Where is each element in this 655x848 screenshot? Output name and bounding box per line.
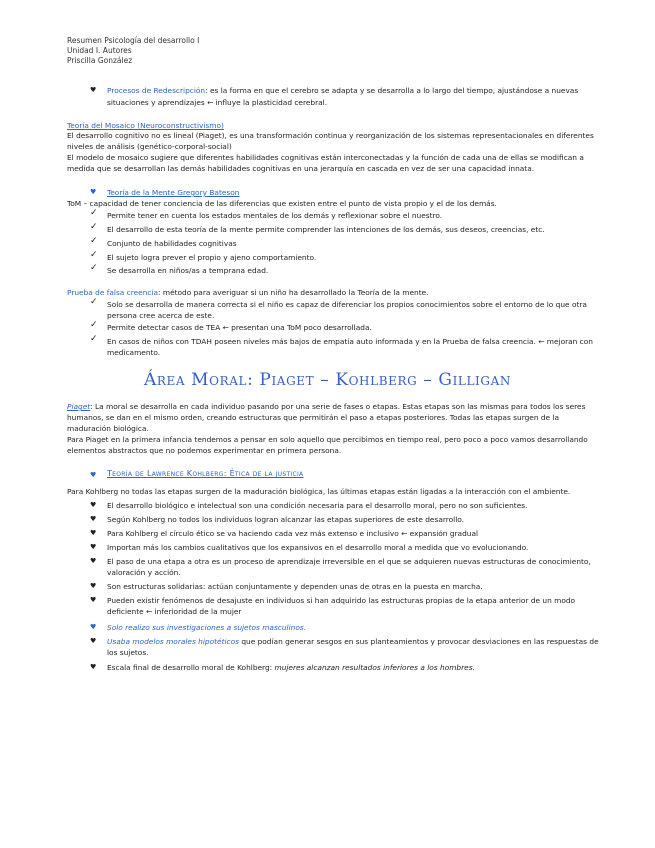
kohlberg-final-a: Escala final de desarrollo moral de Kohlberg:: [107, 663, 275, 672]
bullet-icon: ♥: [90, 471, 97, 479]
kohlberg-item-l2: valoración y acción.: [107, 568, 181, 577]
check-icon: ✓: [90, 263, 98, 273]
kohlberg-heading: Teoría de Lawrence Kohlberg: Ética de la justicia: [107, 469, 304, 478]
redescripcion-line2: situaciones y aprendizajes ← influye la plasticidad cerebral.: [107, 98, 328, 107]
mosaico-heading: Teoría del Mosaico (Neuroconstructivismo): [67, 121, 224, 130]
kohlberg-final-b: mujeres alcanzan resultados inferiores a los hombres.: [274, 663, 475, 672]
kohlberg-item: Para Kohlberg el círculo ético se va haciendo cada vez más extenso e inclusivo ← expansión gradual: [107, 529, 479, 538]
falsa-item-l1: En casos de niños con TDAH poseen niveles más bajos de empatía auto informada y en la Prueba de falsa creencia. ← mejoran con: [107, 337, 593, 346]
kohlberg-item: El desarrollo biológico e intelectual son una condición necesaria para el desarrollo moral, pero no son suficientes.: [107, 501, 528, 510]
piaget-line2: humanos, se dan en el mismo orden, creando estructuras que permitirán el paso a etapas posteriores. Todas las etapas surgen de la: [67, 413, 560, 422]
bullet-icon: ♥: [90, 86, 97, 94]
falsa-item-l1: Solo se desarrolla de manera correcta si el niño es capaz de diferenciar los propios conocimientos sobre el entorno de lo que otra: [107, 300, 587, 309]
bullet-icon: ♥: [90, 663, 97, 671]
redescripcion-line1: [107, 85, 578, 96]
check-icon: ✓: [90, 236, 98, 246]
mosaico-p2: niveles de análisis (genético-corporal-social): [67, 142, 232, 151]
header-author: Priscilla González: [67, 56, 133, 65]
check-icon: ✓: [90, 334, 98, 344]
kohlberg-item-l2: deficiente ← inferioridad de la mujer: [107, 607, 242, 616]
bullet-icon: ♥: [90, 582, 97, 590]
bullet-icon: ♥: [90, 515, 97, 523]
kohlberg-critique-2-rest: que podían generar sesgos en sus planteamientos y provocar desviaciones en las respuestas de: [238, 637, 599, 646]
kohlberg-intro: Para Kohlberg no todas las etapas surgen de la maduración biológica, las últimas etapas están ligadas a la interacción con el ambiente.: [67, 487, 571, 496]
tom-item: Permite tener en cuenta los estados mentales de los demás y reflexionar sobre el nuestro.: [107, 211, 443, 220]
falsa-item-l1: Permite detectar casos de TEA ← presentan una ToM poco desarrollada.: [107, 323, 372, 332]
mosaico-p4: medida que se desarrollan las demás habilidades cognitivas en una jerarquía en cascada en vez de ser una capacidad innata.: [67, 164, 535, 173]
falsa-item-l2: persona cree acerca de este.: [107, 311, 215, 320]
kohlberg-final: [107, 662, 475, 673]
bullet-icon: ♥: [90, 557, 97, 565]
check-icon: ✓: [90, 222, 98, 232]
tom-heading: Teoría de la Mente Gregory Bateson: [107, 188, 240, 197]
tom-definition: ToM – capacidad de tener conciencia de las diferencias que existen entre el punto de vista propio y el de los demás.: [67, 199, 497, 208]
piaget-term: Piaget: [67, 402, 91, 411]
falsa-term: Prueba de falsa creencia: [67, 288, 159, 297]
header-course: Resumen Psicología del desarrollo I: [67, 36, 200, 45]
check-icon: ✓: [90, 297, 98, 307]
kohlberg-critique-1: Solo realizo sus investigaciones a sujetos masculinos.: [107, 623, 307, 632]
bullet-icon: ♥: [90, 188, 97, 196]
tom-item: El desarrollo de esta teoría de la mente permite comprender las intenciones de los demás, sus deseos, creencias, etc.: [107, 225, 545, 234]
kohlberg-item: Importan más los cambios cualitativos que los expansivos en el desarrollo moral a medida que vo evolucionando.: [107, 543, 529, 552]
redescripcion-text1: : es la forma en que el cerebro se adapta y se desarrolla a lo largo del tiempo, ajustándose a nuevas: [205, 86, 579, 95]
check-icon: ✓: [90, 320, 98, 330]
kohlberg-item: Pueden existir fenómenos de desajuste en individuos si han adquirido las estructuras propias de la etapa anterior de un modo: [107, 596, 576, 605]
header-unit: Unidad I. Autores: [67, 46, 132, 55]
check-icon: ✓: [90, 208, 98, 218]
redescripcion-term: Procesos de Redescripción: [107, 86, 206, 95]
kohlberg-critique-2: [107, 636, 599, 647]
kohlberg-critique-2-l2: los sujetos.: [107, 648, 149, 657]
bullet-icon: ♥: [90, 543, 97, 551]
piaget-text1: : La moral se desarrolla en cada individuo pasando por una serie de fases o etapas. Estas etapas son las mismas para todos los seres: [90, 402, 586, 411]
bullet-icon: ♥: [90, 501, 97, 509]
bullet-icon: ♥: [90, 529, 97, 537]
piaget-line1: [67, 401, 585, 412]
mosaico-p1: El desarrollo cognitivo no es lineal (Piaget), es una transformación continua y reorganización de los sistemas representacionales en diferentes: [67, 131, 594, 140]
kohlberg-item: El paso de una etapa a otra es un proceso de aprendizaje irreversible en el que se adquieren nuevas estructuras de conocimiento,: [107, 557, 591, 566]
falsa-item-l2: medicamento.: [107, 348, 161, 357]
bullet-icon: ♥: [90, 596, 97, 604]
mosaico-p3: El modelo de mosaico sugiere que diferentes habilidades cognitivas están interconectadas y la función de cada una de ellas se modifican a: [67, 153, 584, 162]
bullet-icon: ♥: [90, 637, 97, 645]
tom-item: El sujeto logra prever el propio y ajeno comportamiento.: [107, 253, 317, 262]
check-icon: ✓: [90, 250, 98, 260]
falsa-line: [67, 287, 429, 298]
tom-item: Se desarrolla en niños/as a temprana edad.: [107, 266, 269, 275]
bullet-icon: ♥: [90, 623, 97, 631]
piaget-line4: Para Piaget en la primera infancia tendemos a pensar en solo aquello que percibimos en tiempo real, pero poco a poco vamos desarrollando: [67, 435, 588, 444]
kohlberg-item: Son estructuras solidarias: actúan conjuntamente y dependen unas de otras en la puesta en marcha.: [107, 582, 483, 591]
falsa-text: : método para averiguar si un niño ha desarrollado la Teoría de la mente.: [158, 288, 429, 297]
kohlberg-item: Según Kohlberg no todos los individuos logran alcanzar las etapas superiores de este desarrollo.: [107, 515, 464, 524]
tom-item: Conjunto de habilidades cognitivas: [107, 239, 237, 248]
kohlberg-critique-2-term: Usaba modelos morales hipotéticos: [107, 637, 239, 646]
piaget-line5: elementos abstractos que no podemos experimentar en primera persona.: [67, 446, 342, 455]
section-title: Área Moral: Piaget – Kohlberg – Gilligan: [144, 370, 511, 390]
piaget-line3: maduración biológica.: [67, 424, 149, 433]
